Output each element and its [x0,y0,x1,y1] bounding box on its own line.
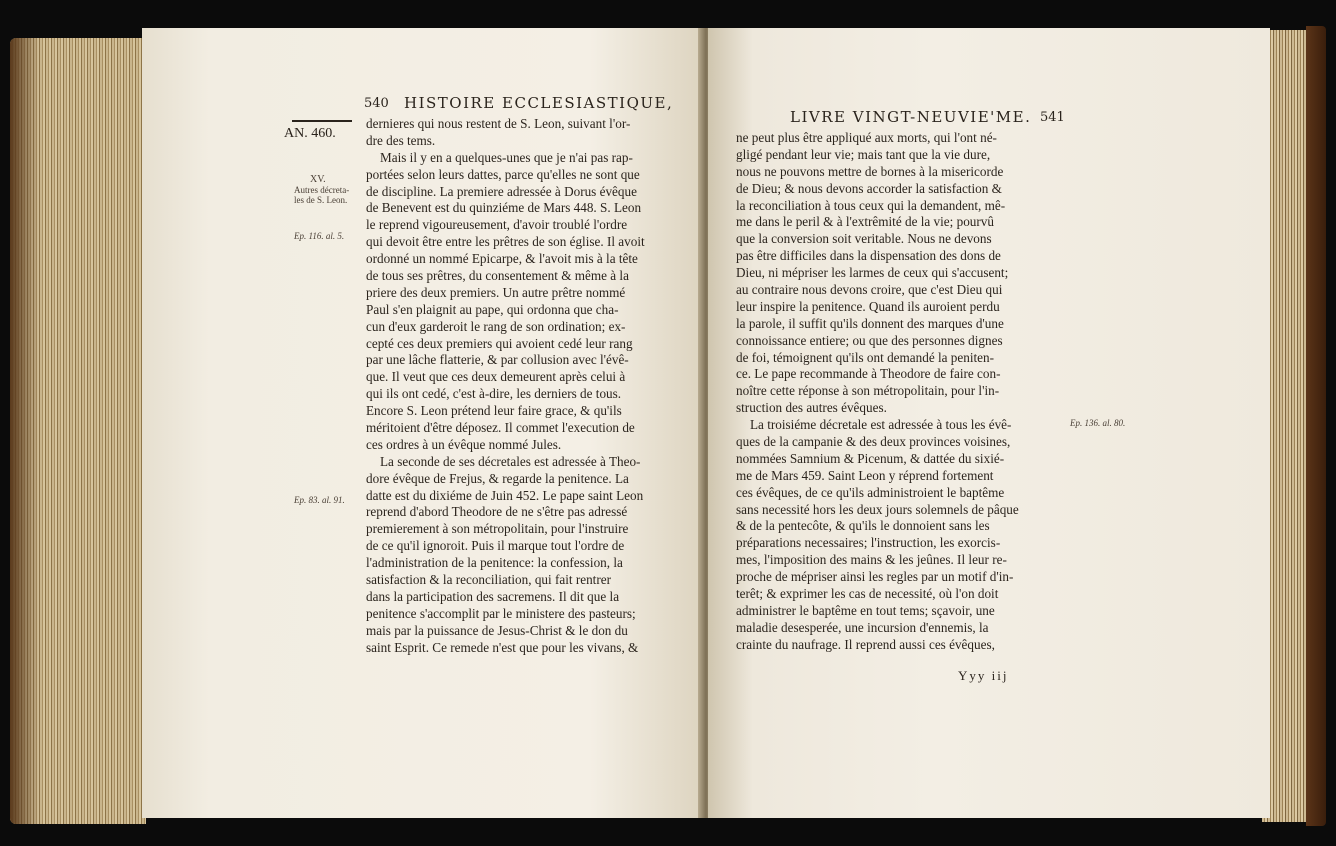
left-running-head: HISTOIRE ECCLESIASTIQUE, [404,94,674,112]
right-cover [1306,26,1326,826]
open-book [10,24,1326,828]
left-page-number: 540 [364,96,389,111]
signature-mark: Yyy iij [958,668,1009,683]
right-page-number: 541 [1040,110,1065,125]
section-number: XV. [310,174,326,185]
left-cover-shadow [10,38,40,824]
margin-reference-2: Ep. 83. al. 91. [294,495,345,505]
left-page [142,28,702,818]
right-page [708,28,1270,818]
right-running-head: LIVRE VINGT-NEUVIE'ME. [790,108,1032,126]
margin-reference-1: Ep. 116. al. 5. [294,231,345,241]
right-body-text: ne peut plus être appliqué aux morts, qui l'ont né- gligé pendant leur vie; mais tant que la vie dure, nous ne pouvons mettre de bornes à la misericorde de Dieu; & nous devons accorder la satisfaction & la reconciliation à tous ceux qui la demandent, mê- me dans le peril & à l'extrêmité de la vie; pourvû que la conversion soit veritable. Nous ne devons pas être difficiles dans la dispensation des dons de Dieu, ni mépriser les larmes de ceux qui s'accusent; au contraire nous devons croire, que c'est Dieu qui leur inspire la penitence. Quand ils auroient perdu la parole, il suffit qu'ils donnent des marques d'une connoissance entiere; ou que des personnes dignes de foi, témoignent qu'ils ont demandé la peniten- ce. Le pape recommande à Theodore de faire con- noître cette réponse à son métropolitain, pour l'in- struction des autres évêques. La troisiéme décretale est adressée à tous les évê- ques de la campanie & des deux provinces voisines, nommées Samnium & Picenum, & dattée du sixié- me de Mars 459. Saint Leon y réprend fortement ces évêques, de ce qu'ils administroient le baptême sans necessité hors les deux jours solemnels de pâque & de la pentecôte, & qu'ils le donnoient sans les préparations necessaires; l'instruction, les exorcis- mes, l'imposition des mains & les jeûnes. Il leur re- proche de mépriser ainsi les regles par un motif d'in- terêt; & exprimer les cas de necessité, où l'on doit administrer le baptême en tout tems; sçavoir, une maladie desesperée, une incursion d'ennemis, la crainte du naufrage. Il reprend aussi ces évêques, [736,130,1019,652]
section-note: Autres décreta- les de S. Leon. [294,185,350,205]
right-margin-reference: Ep. 136. al. 80. [1070,418,1126,428]
left-body-text: dernieres qui nous restent de S. Leon, suivant l'or- dre des tems. Mais il y en a quelques-unes que je n'ai pas rap- portées selon leurs dattes, parce qu'elles ne sont que de discipline. La premiere adressée à Dorus évêque de Benevent est du quinziéme de Mars 448. S. Leon le reprend vigoureusement, d'avoir troublé l'ordre qui devoit être entre les prêtres de son église. Il avoit ordonné un nommé Epicarpe, & l'avoit mis à la tête de tous ses prêtres, du consentement & même à la priere des deux premiers. Un autre prêtre nommé Paul s'en plaignit au pape, qui ordonna que cha- cun d'eux garderoit le rang de son ordination; ex- cepté ces deux premiers qui avoient cedé leur rang par une lâche flatterie, & par collusion avec l'évê- que. Il veut que ces deux demeurent après celui à qui ils ont cedé, c'est à-dire, les derniers de tous. Encore S. Leon prétend leur faire grace, & qu'ils méritoient d'être déposez. Il commet l'execution de ces ordres à un évêque nommé Jules. La seconde de ses décretales est adressée à Theo- dore évêque de Frejus, & regarde la penitence. La datte est du dixiéme de Juin 452. Le pape saint Leon reprend d'abord Theodore de ne s'être pas adressé premierement à son métropolitain, pour l'instruire de ce qu'il ignoroit. Puis il marque tout l'ordre de l'administration de la penitence: la confession, la satisfaction & la reconciliation, qui fait rentrer dans la participation des sacremens. Il dit que la penitence s'accomplit par le ministere des pasteurs; mais par la puissance de Jesus-Christ & le don du saint Esprit. Ce remede n'est que pour les vivans, & [366,116,645,655]
year-label: AN. 460. [284,126,336,141]
year-rule [292,120,352,122]
